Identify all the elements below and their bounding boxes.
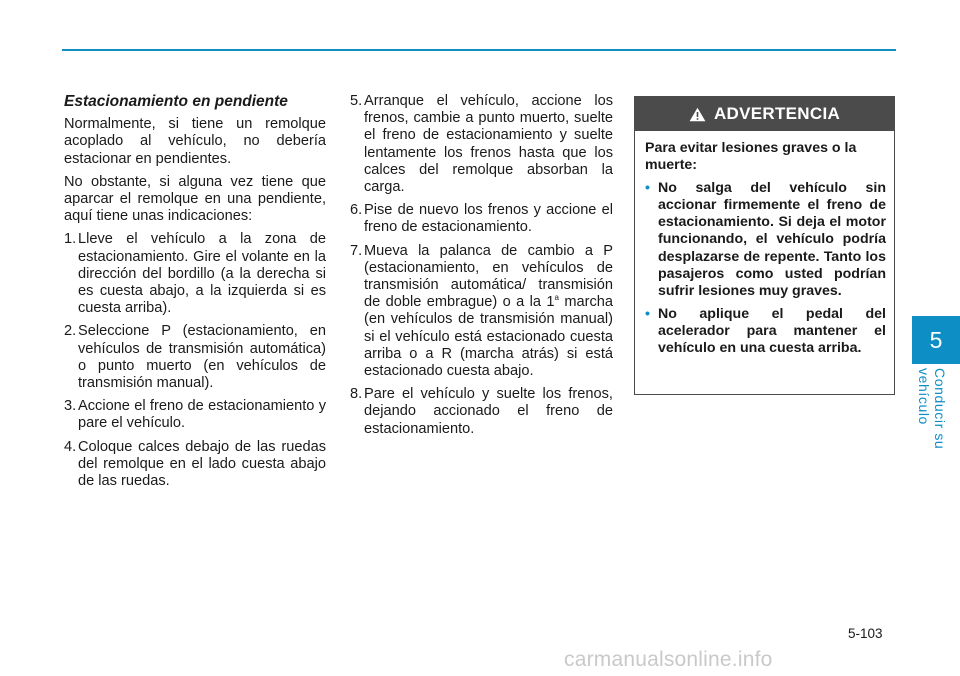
- warning-item: [645, 180, 886, 300]
- step-number: 3.: [64, 398, 77, 415]
- bullet-icon: •: [645, 180, 650, 197]
- warning-title: ADVERTENCIA: [713, 104, 841, 123]
- step-number: 1.: [64, 231, 77, 248]
- chapter-tab: 5: [912, 316, 960, 364]
- intro-paragraph-1: Normalmente, si tiene un remolque acoplado al vehículo, no debería estacionar en pendientes.: [64, 116, 326, 167]
- step-text-before: Mueva la palanca de cambio a P (estacionamiento, en vehículos de transmisión automática/ transmisión de doble embrague) o a la 1: [364, 242, 613, 311]
- warning-list: [645, 180, 886, 357]
- ordinal-superscript: a: [554, 293, 559, 303]
- left-column: [64, 93, 326, 496]
- warning-header: [635, 97, 894, 131]
- section-title: Estacionamiento en pendiente: [64, 93, 288, 110]
- header-rule: [62, 49, 896, 51]
- step-text: Lleve el vehículo a la zona de estacionamiento. Gire el volante en la dirección del bordillo (a la derecha si es cuesta abajo, a la izquierda si es cuesta arriba).: [78, 231, 326, 317]
- step-number: 4.: [64, 438, 77, 455]
- step-text: Seleccione P (estacionamiento, en vehículos de transmisión automática) o punto muerto (en vehículos de transmisión manual).: [78, 323, 326, 392]
- warning-item-text: No salga del vehículo sin accionar firmemente el freno de estacionamiento. Si deja el motor funcionando, el vehículo podría desplazarse de repente. Tanto los pasajeros como usted podrían sufrir lesiones muy graves.: [658, 180, 886, 299]
- warning-item: [645, 306, 886, 357]
- step-item: [350, 202, 613, 236]
- step-item: [64, 398, 326, 432]
- step-item: [64, 439, 326, 491]
- step-number: 7.: [350, 242, 363, 259]
- step-text-after: marcha (en vehículos de transmisión manual) si el vehículo está estacionado cuesta arriba o a R (marcha atrás) si está estacionado cuesta abajo.: [364, 294, 613, 380]
- warning-intro: Para evitar lesiones graves o la muerte:: [645, 140, 857, 174]
- step-text: Pare el vehículo y suelte los frenos, dejando accionado el freno de estacionamiento.: [364, 386, 613, 437]
- step-number: 6.: [350, 202, 363, 219]
- step-number: 5.: [350, 93, 363, 109]
- step-item: [64, 323, 326, 392]
- warning-body: [635, 131, 894, 357]
- page-number: 5-103: [848, 626, 883, 641]
- step-number: 8.: [350, 386, 363, 403]
- step-item: [64, 231, 326, 317]
- middle-column: [350, 93, 613, 444]
- warning-box: [634, 96, 895, 395]
- watermark: carmanualsonline.info: [564, 648, 773, 671]
- step-item: [350, 386, 613, 438]
- chapter-title: Conducir su vehículo: [916, 368, 948, 450]
- warning-item-text: No aplique el pedal del acelerador para mantener el vehículo en una cuesta arriba.: [658, 305, 886, 357]
- step-text: Arranque el vehículo, accione los frenos, cambie a punto muerto, suelte el freno de estacionamiento y suelte lentamente los frenos hasta que los calces del remolque absorban la carga.: [364, 93, 613, 196]
- step-number: 2.: [64, 323, 77, 340]
- steps-list-part-1: [64, 231, 326, 490]
- step-text: Pise de nuevo los frenos y accione el freno de estacionamiento.: [364, 202, 613, 236]
- warning-triangle-icon: [689, 107, 706, 122]
- step-text: Accione el freno de estacionamiento y pare el vehículo.: [78, 398, 326, 432]
- step-item: [350, 93, 613, 196]
- intro-paragraph-2: No obstante, si alguna vez tiene que aparcar el remolque en una pendiente, aquí tiene unas indicaciones:: [64, 173, 326, 225]
- step-item: [350, 243, 613, 381]
- steps-list-part-2: [350, 93, 613, 438]
- bullet-icon: •: [645, 305, 650, 322]
- step-text: Coloque calces debajo de las ruedas del remolque en el lado cuesta abajo de las ruedas.: [78, 438, 326, 490]
